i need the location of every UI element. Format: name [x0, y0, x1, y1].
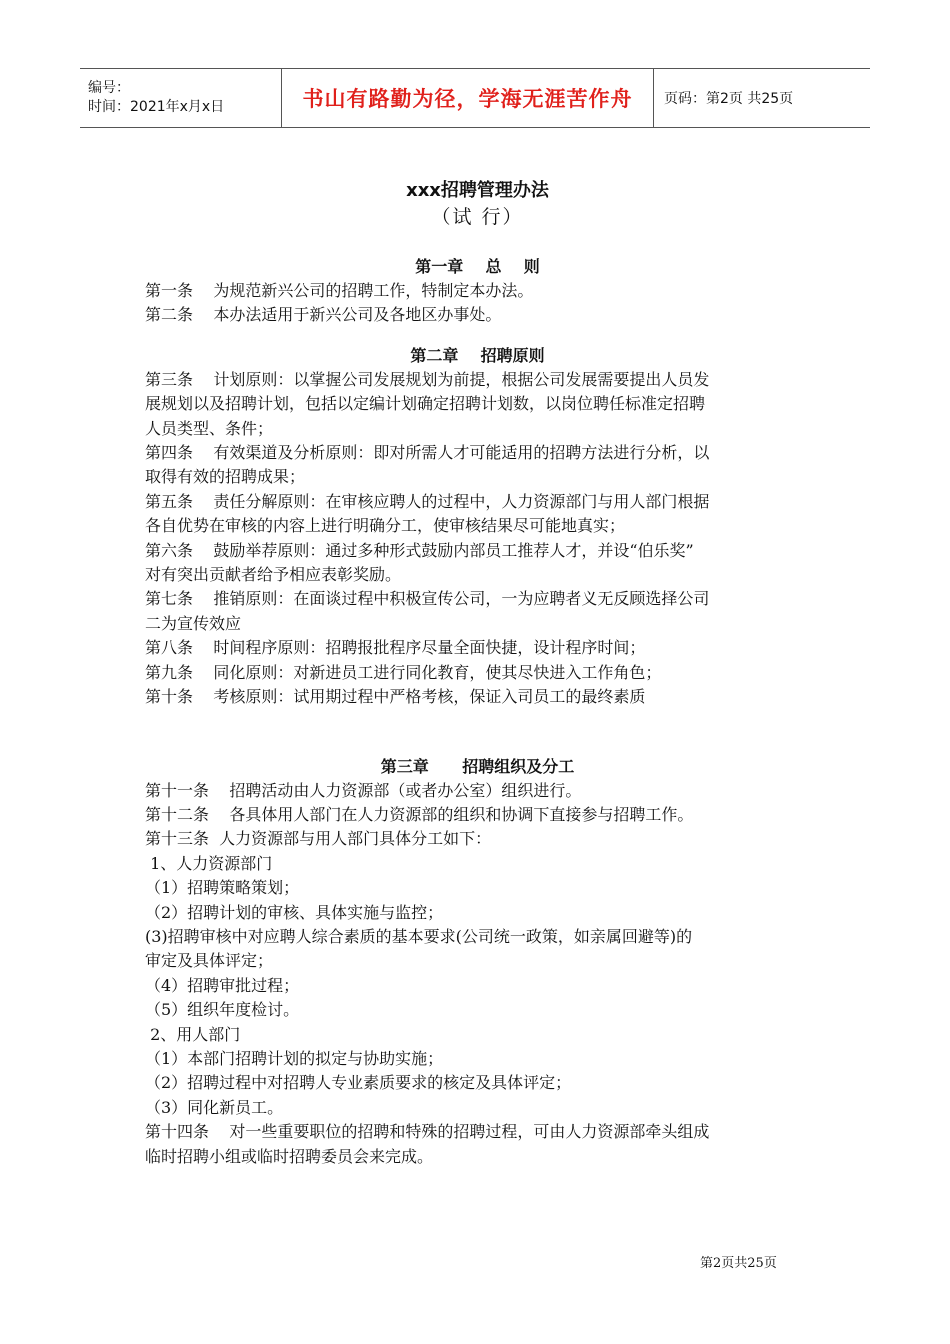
header-meta: [80, 69, 282, 127]
document-title: xxx招聘管理办法: [406, 180, 549, 201]
article-line: 人员类型、条件；: [145, 418, 274, 438]
article-line: 第四条 有效渠道及分析原则：即对所需人才可能适用的招聘方法进行分析，以: [145, 443, 710, 463]
document-body: [145, 178, 810, 1169]
article-line: 二为宣传效应: [145, 613, 242, 633]
article-line: 第五条 责任分解原则：在审核应聘人的过程中，人力资源部门与用人部门根据: [145, 491, 710, 511]
article-line: （3）同化新员工。: [145, 1097, 284, 1117]
article-line: 第八条 时间程序原则：招聘报批程序尽量全面快捷，设计程序时间；: [145, 638, 646, 658]
chapter-1-body: [145, 279, 810, 328]
article-line: 第二条 本办法适用于新兴公司及各地区办事处。: [145, 305, 502, 325]
article-line: （4）招聘审批过程；: [145, 975, 300, 995]
document-subtitle: （试 行）: [431, 206, 524, 228]
header-motto: 书山有路勤为径，学海无涯苦作舟: [302, 87, 633, 111]
doc-time-label: 时间：2021年x月x日: [88, 99, 225, 115]
article-line: （2）招聘过程中对招聘人专业素质要求的核定及具体评定；: [145, 1073, 572, 1093]
chapter-2-heading: 第二章 招聘原则: [410, 345, 545, 365]
article-line: 第十三条 人力资源部与用人部门具体分工如下：: [145, 829, 492, 849]
article-line: 2、用人部门: [145, 1024, 241, 1044]
header-page-info: [654, 69, 870, 127]
article-line: 第十二条 各具体用人部门在人力资源部的组织和协调下直接参与招聘工作。: [145, 804, 694, 824]
article-line: 取得有效的招聘成果；: [145, 467, 306, 487]
article-line: 1、人力资源部门: [145, 853, 273, 873]
page-footer: 第2页共25页: [700, 1256, 777, 1271]
chapter-3-body: [145, 779, 810, 1170]
article-line: 第十一条 招聘活动由人力资源部（或者办公室）组织进行。: [145, 780, 582, 800]
doc-number-label: 编号：: [88, 80, 130, 96]
header-page-text: 页码：第2页 共25页: [664, 91, 794, 107]
article-line: 各自优势在审核的内容上进行明确分工，使审核结果尽可能地真实；: [145, 516, 626, 536]
chapter-1-heading: 第一章 总 则: [415, 257, 540, 276]
article-line: 第三条 计划原则：以掌握公司发展规划为前提，根据公司发展需要提出人员发: [145, 369, 710, 389]
article-line: 第九条 同化原则：对新进员工进行同化教育，使其尽快进入工作角色；: [145, 662, 662, 682]
article-line: 对有突出贡献者给予相应表彰奖励。: [145, 565, 402, 585]
article-line: 第十条 考核原则：试用期过程中严格考核，保证入司员工的最终素质: [145, 687, 646, 707]
article-line: （2）招聘计划的审核、具体实施与监控；: [145, 902, 444, 922]
chapter-3-heading: 第三章 招聘组织及分工: [380, 756, 575, 776]
article-line: （5）组织年度检讨。: [145, 1000, 300, 1020]
article-line: 审定及具体评定；: [145, 951, 274, 971]
article-line: 第一条 为规范新兴公司的招聘工作，特制定本办法。: [145, 281, 534, 300]
article-line: （1）本部门招聘计划的拟定与协助实施；: [145, 1048, 444, 1068]
article-line: (3)招聘审核中对应聘人综合素质的基本要求(公司统一政策，如亲属回避等)的: [145, 926, 693, 946]
header-motto-cell: [282, 69, 654, 127]
article-line: 第十四条 对一些重要职位的招聘和特殊的招聘过程，可由人力资源部牵头组成: [145, 1122, 710, 1142]
chapter-2-body: [145, 368, 810, 710]
article-line: （1）招聘策略策划；: [145, 878, 300, 898]
page-header: [80, 68, 870, 128]
article-line: 第六条 鼓励举荐原则：通过多种形式鼓励内部员工推荐人才，并设“伯乐奖”: [145, 540, 694, 560]
article-line: 展规划以及招聘计划，包括以定编计划确定招聘计划数，以岗位聘任标准定招聘: [145, 394, 706, 414]
article-line: 临时招聘小组或临时招聘委员会来完成。: [145, 1146, 434, 1166]
article-line: 第七条 推销原则：在面谈过程中积极宣传公司，一为应聘者义无反顾选择公司: [145, 589, 710, 609]
